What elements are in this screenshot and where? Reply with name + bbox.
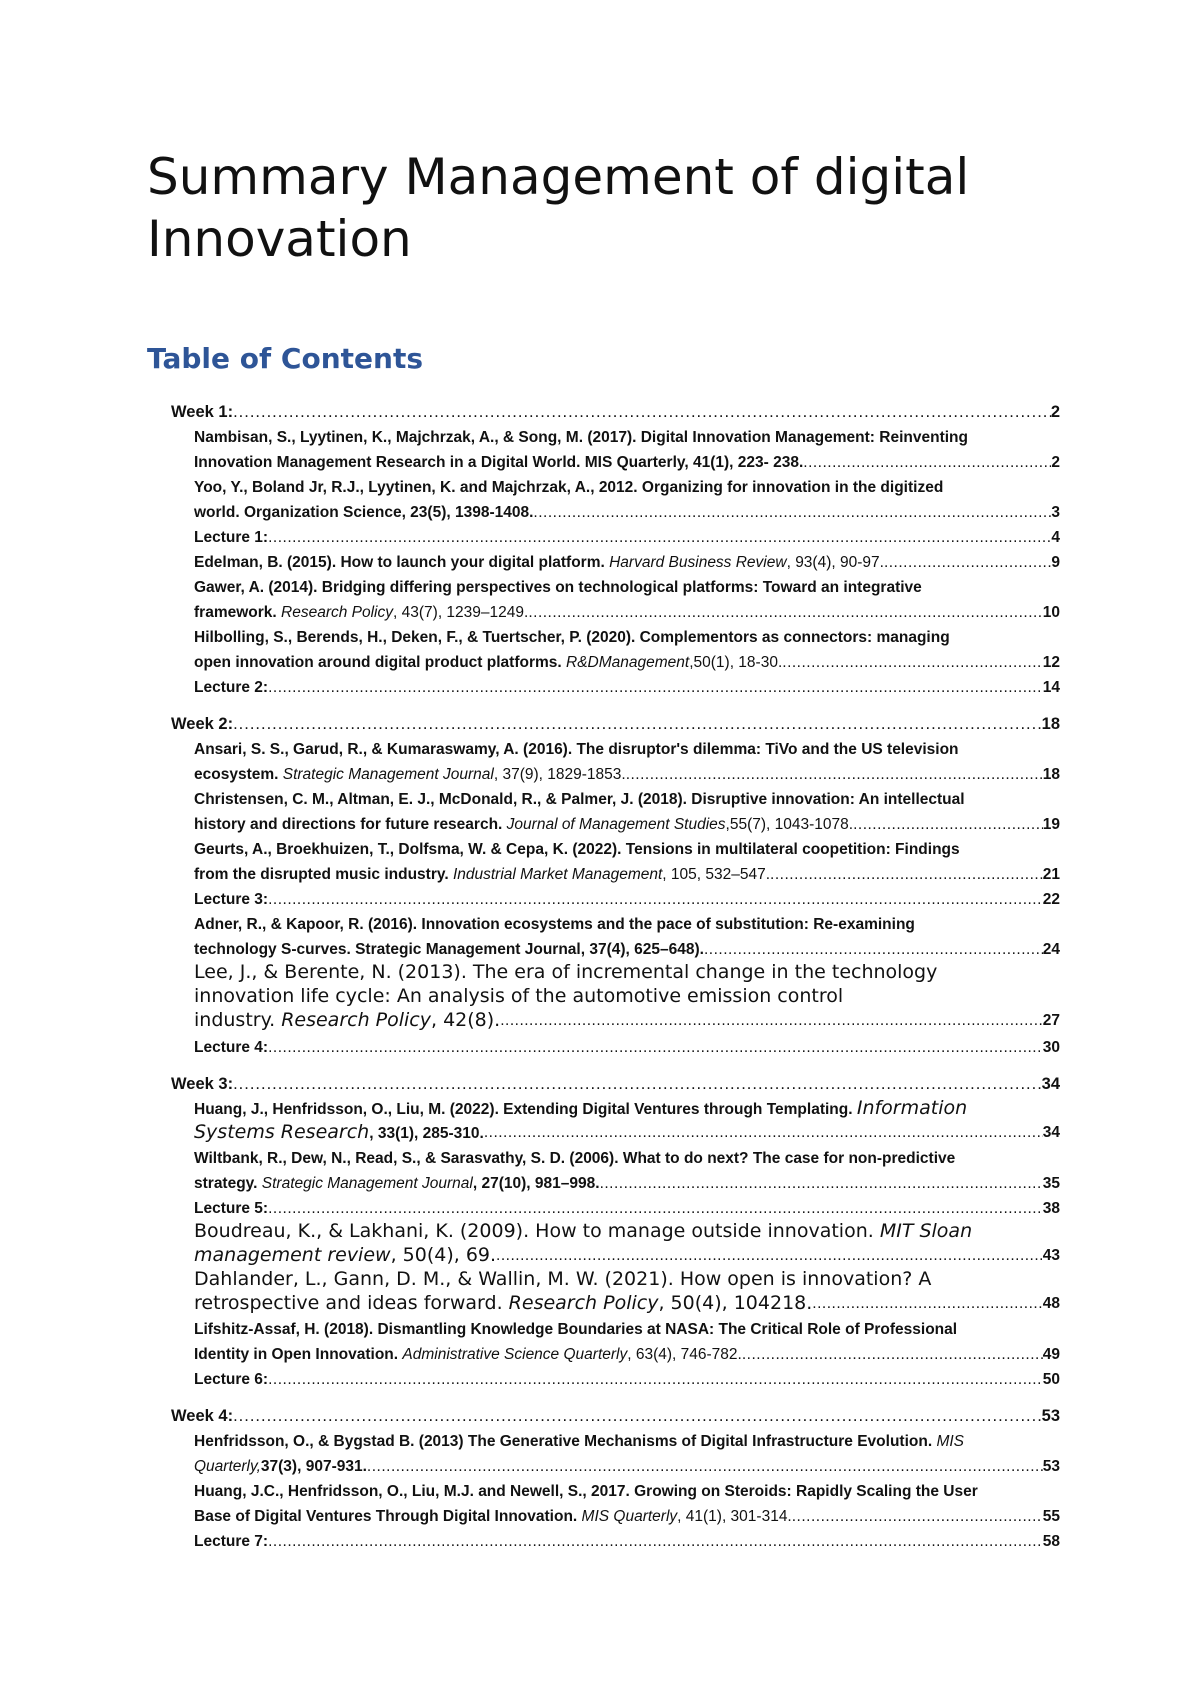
toc-entry-text: open innovation around digital product platforms. R&DManagement,50(1), 18-30.	[194, 654, 783, 671]
toc-entry-label: Lecture 1:	[194, 529, 269, 546]
toc-entry[interactable]	[194, 1291, 1060, 1316]
toc-leader-dots	[233, 400, 1051, 425]
toc-leader-dots	[268, 1035, 1043, 1060]
toc-entry-line[interactable]: Boudreau, K., & Lakhani, K. (2009). How to manage outside innovation. MIT Sloan	[194, 1220, 973, 1242]
toc-page-number: 9	[1051, 554, 1060, 571]
toc-entry-line[interactable]: Henfridsson, O., & Bygstad B. (2013) The Generative Mechanisms of Digital Infrastructure Evolution. MIS	[194, 1433, 964, 1450]
toc-entry[interactable]	[194, 650, 1060, 675]
toc-leader-dots	[626, 762, 1043, 787]
toc-page-number: 58	[1042, 1533, 1060, 1550]
toc-leader-dots	[528, 600, 1042, 625]
toc-entry-text: retrospective and ideas forward. Research Policy, 50(4), 104218.	[194, 1292, 813, 1314]
toc-entry-week-1[interactable]	[171, 400, 1060, 425]
toc-entry-label: Week 1:	[171, 403, 234, 421]
toc-heading: Table of Contents	[147, 342, 424, 375]
toc-entry-line[interactable]: innovation life cycle: An analysis of the automotive emission control	[194, 985, 844, 1007]
toc-page-number: 27	[1042, 1012, 1060, 1029]
toc-entry[interactable]	[194, 550, 1060, 575]
toc-leader-dots	[812, 1291, 1042, 1316]
toc-entry-label: Lecture 5:	[194, 1200, 269, 1217]
toc-entry[interactable]	[194, 600, 1060, 625]
toc-entry-label: Lecture 6:	[194, 1371, 269, 1388]
toc-entry-line[interactable]: Lee, J., & Berente, N. (2013). The era of incremental change in the technology	[194, 961, 938, 983]
toc-entry-text: Identity in Open Innovation. Administrative Science Quarterly, 63(4), 746-782.	[194, 1346, 742, 1363]
toc-leader-dots	[233, 712, 1042, 737]
toc-entry-line[interactable]: Gawer, A. (2014). Bridging differing perspectives on technological platforms: Toward an integrative	[194, 579, 922, 596]
toc-entry[interactable]	[194, 1342, 1060, 1367]
toc-entry-text: Systems Research, 33(1), 285-310.	[194, 1121, 484, 1143]
toc-leader-dots	[484, 1120, 1043, 1146]
toc-page-number: 2	[1050, 403, 1060, 421]
toc-entry-text: world. Organization Science, 23(5), 1398-1408.	[194, 504, 534, 521]
toc-leader-dots	[268, 1196, 1043, 1221]
toc-page-number: 34	[1041, 1075, 1060, 1093]
toc-entry-text: technology S-curves. Strategic Management Journal, 37(4), 625–648).	[194, 941, 704, 958]
toc-entry[interactable]	[194, 862, 1060, 887]
toc-leader-dots	[367, 1454, 1043, 1479]
toc-page-number: 18	[1042, 766, 1060, 783]
toc-entry[interactable]	[194, 1454, 1060, 1479]
toc-page-number: 35	[1042, 1175, 1060, 1192]
toc-leader-dots	[853, 812, 1043, 837]
toc-entry-label: Lecture 3:	[194, 891, 269, 908]
toc-leader-dots	[268, 1529, 1043, 1554]
toc-entry-text: framework. Research Policy, 43(7), 1239–1249.	[194, 604, 529, 621]
toc-entry-line[interactable]: Adner, R., & Kapoor, R. (2016). Innovation ecosystems and the pace of substitution: Re-examining	[194, 916, 915, 933]
toc-page-number: 50	[1042, 1371, 1060, 1388]
toc-entry-line[interactable]: Nambisan, S., Lyytinen, K., Majchrzak, A., & Song, M. (2017). Digital Innovation Management: Reinventing	[194, 429, 968, 446]
toc-page-number: 12	[1042, 654, 1060, 671]
toc-entry-label: Week 3:	[171, 1075, 234, 1093]
toc-entry[interactable]	[194, 1008, 1060, 1034]
toc-leader-dots	[742, 1342, 1043, 1367]
toc-entry-lecture-4[interactable]	[194, 1035, 1060, 1060]
document-title: Summary Management of digital Innovation	[147, 148, 970, 268]
toc-entry-lecture-2[interactable]	[194, 675, 1060, 700]
toc-entry-week-4[interactable]	[171, 1404, 1060, 1429]
toc-entry-lecture-1[interactable]	[194, 525, 1060, 550]
toc-entry-line[interactable]: Geurts, A., Broekhuizen, T., Dolfsma, W. & Cepa, K. (2022). Tensions in multilateral coopetition: Findings	[194, 841, 960, 858]
toc-page-number: 10	[1042, 604, 1060, 621]
toc-page-number: 48	[1042, 1295, 1060, 1312]
toc-entry-lecture-7[interactable]	[194, 1529, 1060, 1554]
toc-page-number: 38	[1042, 1200, 1060, 1217]
toc-page-number: 4	[1051, 529, 1060, 546]
toc-entry-line[interactable]: Hilbolling, S., Berends, H., Deken, F., & Tuertscher, P. (2020). Complementors as connectors: managing	[194, 629, 950, 646]
toc-leader-dots	[884, 550, 1051, 575]
toc-entry-line[interactable]: Dahlander, L., Gann, D. M., & Wallin, M. W. (2021). How open is innovation? A	[194, 1268, 932, 1290]
toc-entry-text: ecosystem. Strategic Management Journal, 37(9), 1829-1853.	[194, 766, 626, 783]
toc-leader-dots	[600, 1171, 1043, 1196]
toc-page-number: 53	[1041, 1407, 1060, 1425]
toc-entry-text: Edelman, B. (2015). How to launch your digital platform. Harvard Business Review, 93(4), 90-97.	[194, 554, 884, 571]
toc-leader-dots	[268, 675, 1043, 700]
toc-entry-line[interactable]: Lifshitz-Assaf, H. (2018). Dismantling Knowledge Boundaries at NASA: The Critical Role of Professional	[194, 1321, 958, 1338]
toc-leader-dots	[268, 887, 1043, 912]
toc-entry[interactable]	[194, 450, 1060, 475]
toc-page-number: 22	[1042, 891, 1060, 908]
toc-entry-label: Lecture 7:	[194, 1533, 269, 1550]
toc-entry-line[interactable]: Yoo, Y., Boland Jr, R.J., Lyytinen, K. and Majchrzak, A., 2012. Organizing for innovation in the digitized	[194, 479, 944, 496]
toc-leader-dots	[496, 1243, 1043, 1268]
toc-page-number: 3	[1051, 504, 1060, 521]
toc-leader-dots	[782, 650, 1042, 675]
toc-entry-lecture-5[interactable]	[194, 1196, 1060, 1221]
toc-entry-text: Innovation Management Research in a Digital World. MIS Quarterly, 41(1), 223- 238.	[194, 454, 804, 471]
toc-page-number: 30	[1042, 1039, 1060, 1056]
toc-leader-dots	[233, 1072, 1042, 1097]
toc-entry-line[interactable]: Christensen, C. M., Altman, E. J., McDonald, R., & Palmer, J. (2018). Disruptive innovation: An intellectual	[194, 791, 965, 808]
toc-entry-text: history and directions for future research. Journal of Management Studies,55(7), 1043-1078.	[194, 816, 854, 833]
toc-entry[interactable]	[194, 762, 1060, 787]
toc-page-number: 49	[1042, 1346, 1060, 1363]
toc-entry-label: Lecture 2:	[194, 679, 269, 696]
toc-entry-text: Base of Digital Ventures Through Digital Innovation. MIS Quarterly, 41(1), 301-314.	[194, 1508, 792, 1525]
toc-entry-line[interactable]: Huang, J., Henfridsson, O., Liu, M. (2022). Extending Digital Ventures through Templating. Information	[194, 1097, 968, 1119]
toc-entry-text: strategy. Strategic Management Journal, 27(10), 981–998.	[194, 1175, 600, 1192]
toc-page-number: 24	[1042, 941, 1060, 958]
toc-entry-label: Lecture 4:	[194, 1039, 269, 1056]
toc-leader-dots	[500, 1008, 1043, 1034]
toc-entry-line[interactable]: Ansari, S. S., Garud, R., & Kumaraswamy, A. (2016). The disruptor's dilemma: TiVo and the US television	[194, 741, 959, 758]
toc-entry-text: from the disrupted music industry. Industrial Market Management, 105, 532–547.	[194, 866, 771, 883]
toc-entry[interactable]	[194, 1171, 1060, 1196]
toc-entry-lecture-3[interactable]	[194, 887, 1060, 912]
toc-page-number: 18	[1041, 715, 1060, 733]
toc-page-number: 19	[1042, 816, 1060, 833]
toc-entry-week-3[interactable]	[171, 1072, 1060, 1097]
toc-leader-dots	[268, 1367, 1043, 1392]
toc-entry[interactable]	[194, 1120, 1060, 1146]
toc-page-number: 2	[1051, 454, 1060, 471]
toc-page-number: 14	[1042, 679, 1060, 696]
toc-page-number: 53	[1042, 1458, 1060, 1475]
toc-leader-dots	[268, 525, 1051, 550]
toc-entry[interactable]	[194, 500, 1060, 525]
toc-entry-line[interactable]: Huang, J.C., Henfridsson, O., Liu, M.J. and Newell, S., 2017. Growing on Steroids: Rapidly Scaling the User	[194, 1483, 978, 1500]
toc-leader-dots	[803, 450, 1051, 475]
toc-entry-text: management review, 50(4), 69.	[194, 1244, 497, 1266]
toc-entry[interactable]	[194, 812, 1060, 837]
toc-leader-dots	[704, 937, 1043, 962]
toc-page-number: 43	[1042, 1247, 1060, 1264]
toc-leader-dots	[792, 1504, 1043, 1529]
toc-entry-lecture-6[interactable]	[194, 1367, 1060, 1392]
toc-entry[interactable]	[194, 1243, 1060, 1268]
toc-leader-dots	[770, 862, 1043, 887]
toc-entry-line[interactable]: Wiltbank, R., Dew, N., Read, S., & Sarasvathy, S. D. (2006). What to do next? The case for non-predictive	[194, 1150, 956, 1167]
toc-page-number: 55	[1042, 1508, 1060, 1525]
toc-entry[interactable]	[194, 1504, 1060, 1529]
toc-entry-text: industry. Research Policy, 42(8).	[194, 1009, 501, 1031]
toc-entry[interactable]	[194, 937, 1060, 962]
toc-entry-week-2[interactable]	[171, 712, 1060, 737]
toc-entry-label: Week 4:	[171, 1407, 234, 1425]
toc-entry-label: Week 2:	[171, 715, 234, 733]
toc-leader-dots	[233, 1404, 1042, 1429]
toc-page-number: 34	[1042, 1124, 1060, 1141]
toc-leader-dots	[533, 500, 1051, 525]
toc-page-number: 21	[1042, 866, 1060, 883]
toc-entry-text: Quarterly,37(3), 907-931.	[194, 1458, 367, 1475]
